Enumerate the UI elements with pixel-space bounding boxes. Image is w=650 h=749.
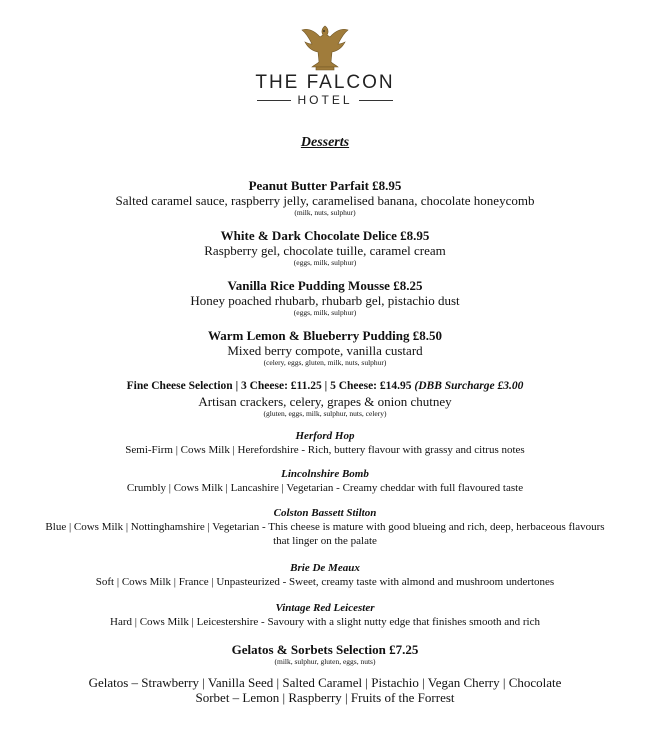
cheese-note: - Savoury with a slight nutty edge that finishes smooth and rich [258,616,540,628]
cheese-description [0,575,650,589]
cheese-name: Herford Hop [295,430,355,442]
cheese-item [0,561,650,589]
cheese-details: Soft | Cows Milk | France | Unpasteurized [95,576,280,588]
section-title: Desserts [300,135,350,150]
dessert-name: Warm Lemon & Blueberry Pudding £8.50 [207,328,442,343]
dessert-allergens: (eggs, milk, sulphur) [293,258,357,267]
cheese-note: - Rich, buttery flavour with grassy and citrus notes [298,444,525,456]
cheese-selection-allergens: (gluten, eggs, milk, sulphur, nuts, celery) [263,409,387,418]
dessert-allergens: (eggs, milk, sulphur) [293,308,357,317]
dessert-description: Honey poached rhubarb, rhubarb gel, pistachio dust [190,293,460,308]
gelato-selection [0,642,650,666]
cheese-description [0,615,650,629]
cheese-selection-prices: Fine Cheese Selection | 3 Cheese: £11.25 | 5 Cheese: £14.95 [126,380,412,392]
cheese-item [0,601,650,629]
dessert-allergens: (milk, nuts, sulphur) [294,208,356,217]
cheese-details: Hard | Cows Milk | Leicestershire [110,616,259,628]
eagle-crest-icon [300,22,350,72]
dessert-description: Mixed berry compote, vanilla custard [227,343,423,358]
cheese-name: Vintage Red Leicester [275,602,375,614]
brand-name: THE FALCON [255,72,395,93]
gelato-selection-allergens: (milk, sulphur, gluten, eggs, nuts) [274,657,376,666]
dbb-surcharge: (DBB Surcharge £3.00 [414,380,524,392]
cheese-note: - This cheese is mature with good blueing and rich, deep, herbaceous flavours that linger on the palate [259,521,605,547]
brand-subtitle [0,93,650,107]
dessert-item [0,278,650,317]
sorbet-line: Sorbet – Lemon | Raspberry | Fruits of the Forrest [195,690,455,705]
cheese-name: Colston Bassett Stilton [273,507,377,519]
dessert-description: Salted caramel sauce, raspberry jelly, caramelised banana, chocolate honeycomb [115,193,535,208]
gelato-selection-title: Gelatos & Sorbets Selection £7.25 [231,642,419,657]
dessert-item [0,178,650,217]
dessert-name: Peanut Butter Parfait £8.95 [248,178,402,193]
dessert-name: White & Dark Chocolate Delice £8.95 [220,228,430,243]
cheese-details: Crumbly | Cows Milk | Lancashire | Vegetarian [126,482,334,494]
cheese-name: Lincolnshire Bomb [281,468,369,480]
cheese-description [0,481,650,495]
gelato-line: Gelatos – Strawberry | Vanilla Seed | Salted Caramel | Pistachio | Vegan Cherry | Chocolate [88,675,562,690]
cheese-description [0,443,650,457]
divider [359,100,393,101]
cheese-name: Brie De Meaux [290,562,360,574]
gelato-flavours [0,675,650,705]
cheese-item [0,467,650,495]
cheese-note: - Creamy cheddar with full flavoured taste [333,482,524,494]
brand-subtitle-text: HOTEL [297,93,353,107]
cheese-item [0,429,650,457]
cheese-description [45,520,605,548]
cheese-selection-title [0,379,650,394]
dessert-item [0,328,650,367]
dessert-name: Vanilla Rice Pudding Mousse £8.25 [227,278,423,293]
cheese-note: - Sweet, creamy taste with almond and mushroom undertones [279,576,555,588]
cheese-details: Semi-Firm | Cows Milk | Herefordshire [125,444,299,456]
cheese-selection-description: Artisan crackers, celery, grapes & onion chutney [198,394,452,409]
cheese-item [0,506,650,548]
dessert-description: Raspberry gel, chocolate tuille, caramel cream [204,243,446,258]
dessert-allergens: (celery, eggs, gluten, milk, nuts, sulphur) [263,358,387,367]
cheese-details: Blue | Cows Milk | Nottinghamshire | Vegetarian [45,521,260,533]
divider [257,100,291,101]
cheese-selection [0,379,650,418]
dessert-item [0,228,650,267]
